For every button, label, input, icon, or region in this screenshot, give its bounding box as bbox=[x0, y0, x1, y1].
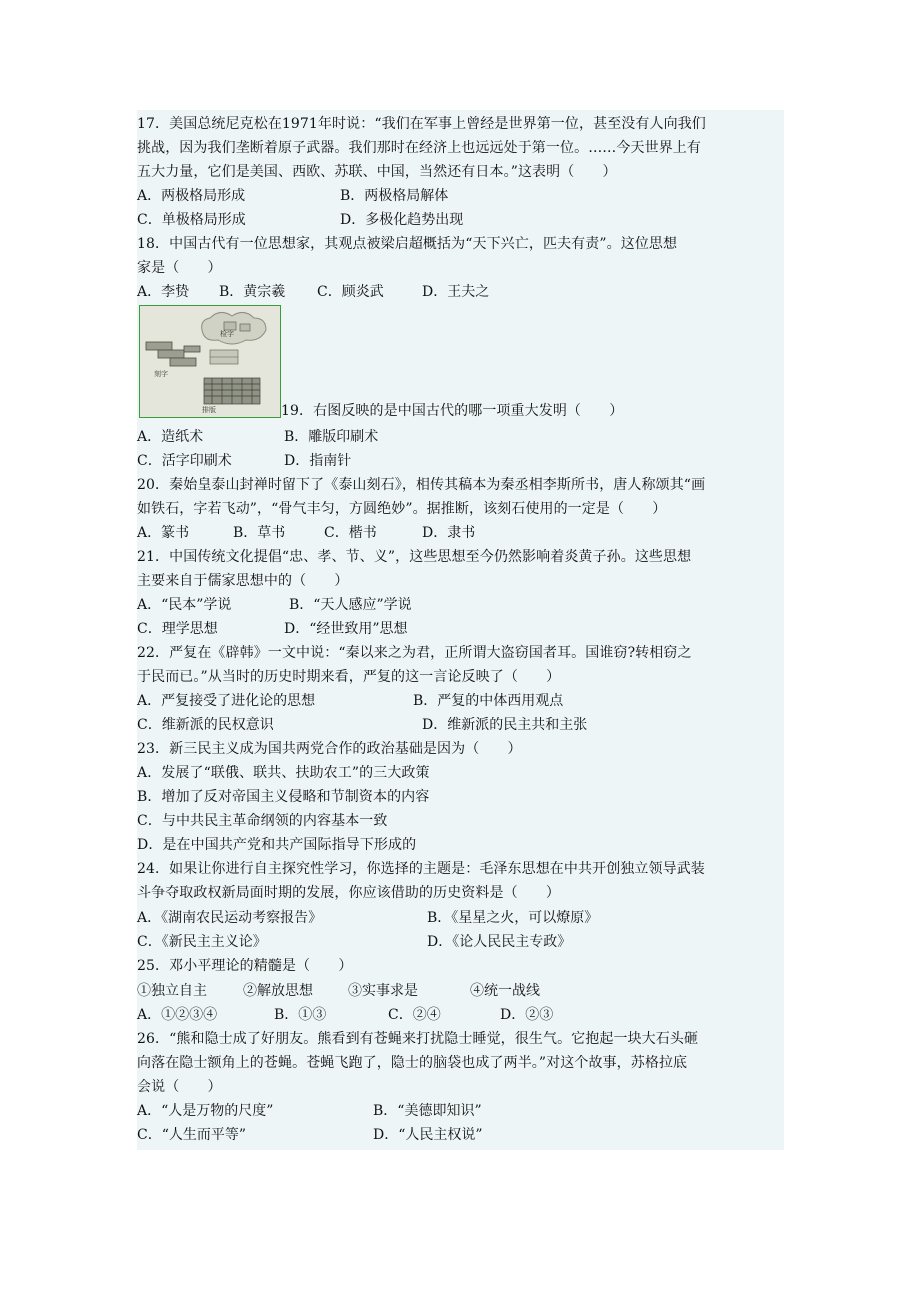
q18-option-a[interactable]: A．李贽 bbox=[137, 284, 190, 300]
q17-option-b[interactable]: B．两极格局解体 bbox=[340, 188, 449, 204]
q18-stem-line2: 家是（ ） bbox=[137, 260, 222, 276]
q23-option-a[interactable]: A．发展了“联俄、联共、扶助农工”的三大政策 bbox=[137, 765, 430, 781]
q18-option-d[interactable]: D．王夫之 bbox=[422, 284, 490, 300]
q20-option-d[interactable]: D．隶书 bbox=[422, 525, 476, 541]
q26-stem-line3: 会说（ ） bbox=[137, 1079, 222, 1095]
q22-option-d[interactable]: D．维新派的民主共和主张 bbox=[422, 717, 588, 733]
q22-stem-line2: 于民而已。”从当时的历史时期来看，严复的这一言论反映了（ ） bbox=[137, 669, 561, 685]
q26-option-c[interactable]: C．“人生而平等” bbox=[137, 1127, 247, 1143]
q26-stem-line1: 26．“熊和隐士成了好朋友。熊看到有苍蝇来打扰隐士睡觉，很生气。它抱起一块大石头砸 bbox=[137, 1031, 699, 1047]
q21-option-d[interactable]: D．“经世致用”思想 bbox=[284, 621, 408, 637]
q20-option-b[interactable]: B．草书 bbox=[233, 525, 286, 541]
q25-item-4: ④统一战线 bbox=[470, 983, 540, 999]
q26-option-a[interactable]: A．“人是万物的尺度” bbox=[137, 1103, 274, 1119]
q17-stem-line2: 挑战，因为我们垄断着原子武器。我们那时在经济上也远远处于第一位。……今天世界上有 bbox=[137, 140, 701, 156]
q20-option-a[interactable]: A．篆书 bbox=[137, 525, 190, 541]
q22-option-b[interactable]: B．严复的中体西用观点 bbox=[413, 693, 564, 709]
movable-type-printing-figure bbox=[139, 305, 281, 418]
q25-option-c[interactable]: C．②④ bbox=[388, 1007, 441, 1023]
q17-option-d[interactable]: D．多极化趋势出现 bbox=[340, 212, 464, 228]
q25-stem: 25．邓小平理论的精髓是（ ） bbox=[137, 958, 353, 974]
q24-stem-line2: 斗争夺取政权新局面时期的发展，你应该借助的历史资料是（ ） bbox=[137, 885, 560, 901]
q21-stem-line2: 主要来自于儒家思想中的（ ） bbox=[137, 573, 349, 589]
q23-option-c[interactable]: C．与中共民主革命纲领的内容基本一致 bbox=[137, 813, 388, 829]
q18-stem-line1: 18．中国古代有一位思想家，其观点被梁启超概括为“天下兴亡，匹夫有责”。这位思想 bbox=[137, 236, 678, 252]
q19-option-a[interactable]: A．造纸术 bbox=[137, 429, 204, 445]
q26-stem-line2: 向落在隐士额角上的苍蝇。苍蝇飞跑了，隐士的脑袋也成了两半。”对这个故事，苏格拉底 bbox=[137, 1055, 688, 1071]
q26-option-b[interactable]: B．“美德即知识” bbox=[373, 1103, 482, 1119]
q22-stem-line1: 22．严复在《辟韩》一文中说：“秦以来之为君，正所谓大盗窃国者耳。国谁窃?转相窃之 bbox=[137, 645, 692, 661]
q24-option-d[interactable]: D．《论人民民主专政》 bbox=[427, 934, 572, 950]
q23-option-b[interactable]: B．增加了反对帝国主义侵略和节制资本的内容 bbox=[137, 789, 430, 805]
q25-item-1: ①独立自主 bbox=[137, 983, 207, 999]
q19-option-b[interactable]: B．雕版印刷术 bbox=[284, 429, 379, 445]
q25-item-2: ②解放思想 bbox=[243, 983, 313, 999]
q21-option-a[interactable]: A．“民本”学说 bbox=[137, 597, 232, 613]
q22-option-a[interactable]: A．严复接受了进化论的思想 bbox=[137, 693, 316, 709]
q19-stem: 19．右图反映的是中国古代的哪一项重大发明（ ） bbox=[281, 403, 624, 419]
q22-option-c[interactable]: C．维新派的民权意识 bbox=[137, 717, 274, 733]
q21-option-b[interactable]: B．“天人感应”学说 bbox=[289, 597, 412, 613]
q26-option-d[interactable]: D．“人民主权说” bbox=[373, 1127, 483, 1143]
figure-label-ke: 刻字 bbox=[154, 370, 168, 378]
q21-option-c[interactable]: C．理学思想 bbox=[137, 621, 218, 637]
figure-label-jian: 检字 bbox=[220, 330, 234, 338]
q18-option-b[interactable]: B．黄宗羲 bbox=[219, 284, 286, 300]
q17-option-c[interactable]: C．单极格局形成 bbox=[137, 212, 246, 228]
q24-option-b[interactable]: B．《星星之火，可以燎原》 bbox=[427, 910, 599, 926]
q17-stem-line3: 五大力量，它们是美国、西欧、苏联、中国，当然还有日本。”这表明（ ） bbox=[137, 164, 617, 180]
q18-option-c[interactable]: C．顾炎武 bbox=[317, 284, 384, 300]
q20-option-c[interactable]: C．楷书 bbox=[324, 525, 377, 541]
q25-option-a[interactable]: A．①②③④ bbox=[137, 1007, 218, 1023]
q20-stem-line1: 20．秦始皇泰山封禅时留下了《泰山刻石》，相传其稿本为秦丞相李斯所书，唐人称颂其“画 bbox=[137, 477, 706, 493]
figure-label-pai: 排版 bbox=[202, 406, 216, 414]
q19-option-c[interactable]: C．活字印刷术 bbox=[137, 453, 232, 469]
q17-stem-line1: 17．美国总统尼克松在1971年时说：“我们在军事上曾经是世界第一位，甚至没有人向我们 bbox=[137, 116, 706, 132]
q25-option-d[interactable]: D．②③ bbox=[500, 1007, 554, 1023]
q23-option-d[interactable]: D．是在中国共产党和共产国际指导下形成的 bbox=[137, 837, 417, 853]
q23-stem: 23．新三民主义成为国共两党合作的政治基础是因为（ ） bbox=[137, 741, 522, 757]
movable-type-illustration bbox=[140, 306, 280, 417]
q25-item-3: ③实事求是 bbox=[348, 983, 418, 999]
q25-option-b[interactable]: B．①③ bbox=[274, 1007, 327, 1023]
q20-stem-line2: 如铁石，字若飞动”，“骨气丰匀，方圆绝妙”。据推断，该刻石使用的一定是（ ） bbox=[137, 501, 667, 517]
q24-option-a[interactable]: A．《湖南农民运动考察报告》 bbox=[137, 910, 323, 926]
q19-option-d[interactable]: D．指南针 bbox=[284, 453, 352, 469]
q17-option-a[interactable]: A．两极格局形成 bbox=[137, 188, 246, 204]
q24-stem-line1: 24．如果让你进行自主探究性学习，你选择的主题是：毛泽东思想在中共开创独立领导武装 bbox=[137, 861, 705, 877]
q21-stem-line1: 21．中国传统文化提倡“忠、孝、节、义”，这些思想至今仍然影响着炎黄子孙。这些思想 bbox=[137, 549, 692, 565]
q24-option-c[interactable]: C．《新民主主义论》 bbox=[137, 934, 267, 950]
